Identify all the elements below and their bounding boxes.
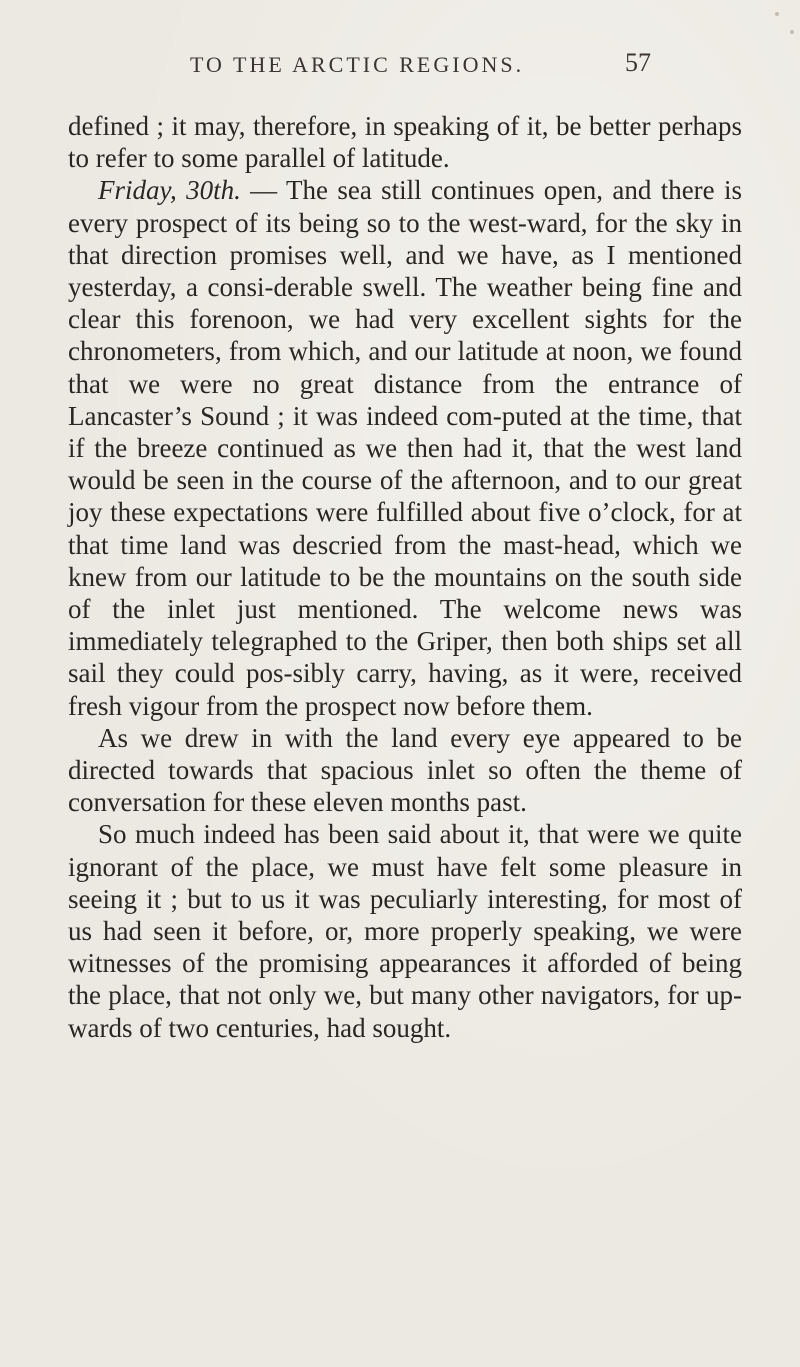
body-text (68, 110, 742, 1044)
page-header (0, 48, 800, 88)
paragraph-interest (68, 818, 742, 1043)
running-head: TO THE ARCTIC REGIONS. (190, 52, 525, 77)
paragraph-2-text: — The sea still continues open, and there is every prospect of its being so to the west-ward, for the sky in that direction promises well, and we have, as I mentioned yesterday, a consi-derable swell. The weather being fine and clear this forenoon, we had very excellent sights for the chronometers, from which, and our latitude at noon, we found that we were no great distance from the entrance of Lancaster’s Sound ; it was indeed com-puted at the time, that if the breeze continued as we then had it, that the west land would be seen in the course of the afternoon, and to our great joy these expectations were fulfilled about five o’clock, for at that time land was descried from the mast-head, which we knew from our latitude to be the mountains on the south side of the inlet just mentioned. The welcome news was immediately telegraphed to the Griper, then both ships set all sail they could pos-sibly carry, having, as it were, received fresh vigour from the prospect now before them. (68, 175, 742, 721)
paragraph-3-text: As we drew in with the land every eye appeared to be directed towards that spacious inlet so often the theme of conversation for these eleven months past. (68, 722, 742, 818)
paragraph-friday-entry (68, 174, 742, 721)
paragraph-1-text: defined ; it may, therefore, in speaking of it, be better perhaps to refer to some parallel of latitude. (68, 111, 742, 174)
paper-speck (790, 30, 794, 34)
paper-speck (775, 12, 779, 16)
date-heading: Friday, 30th. (98, 175, 241, 206)
paragraph-inlet (68, 722, 742, 819)
paragraph-4-text: So much indeed has been said about it, that were we quite ignorant of the place, we must have felt some pleasure in seeing it ; but to us it was peculiarly interesting, for most of us had seen it before, or, more properly speaking, we were witnesses of the promising appearances it afforded of being the place, that not only we, but many other navigators, for up-wards of two centuries, had sought. (68, 819, 742, 1043)
paragraph-continuation (68, 110, 742, 174)
page-number: 57 (625, 48, 651, 77)
